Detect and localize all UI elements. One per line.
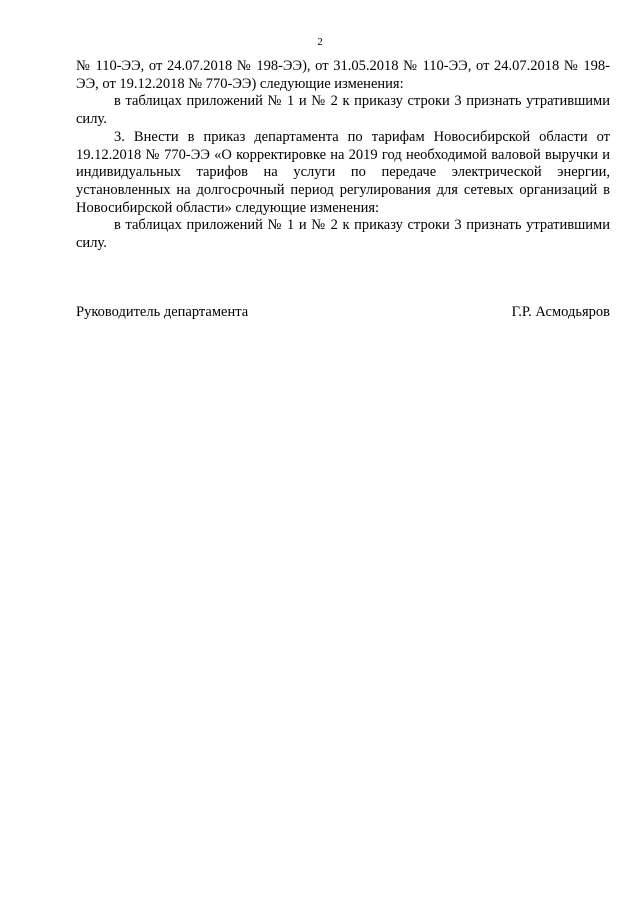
paragraph-tables-invalidation-1: в таблицах приложений № 1 и № 2 к приказу строки 3 признать утратившими силу. (76, 93, 610, 128)
signatory-name: Г.Р. Асмодьяров (511, 304, 610, 320)
signature-block (76, 303, 610, 321)
paragraph-tables-invalidation-2: в таблицах приложений № 1 и № 2 к приказу строки 3 признать утратившими силу. (76, 217, 610, 252)
page-number: 2 (317, 36, 323, 48)
document-body (76, 58, 610, 253)
paragraph-continuation: № 110-ЭЭ, от 24.07.2018 № 198-ЭЭ), от 31.05.2018 № 110-ЭЭ, от 24.07.2018 № 198-ЭЭ, от 19.12.2018 № 770-ЭЭ) следующие изменения: (76, 58, 610, 92)
paragraph-item-3: 3. Внести в приказ департамента по тарифам Новосибирской области от 19.12.2018 № 770-ЭЭ «О корректировке на 2019 год необходимой валовой выручки и индивидуальных тарифов на услуги по передаче электрической энергии, установленных на долгосрочный период регулирования для сетевых организаций в Новосибирской области» следующие изменения: (76, 128, 610, 216)
signatory-position: Руководитель департамента (76, 304, 249, 320)
